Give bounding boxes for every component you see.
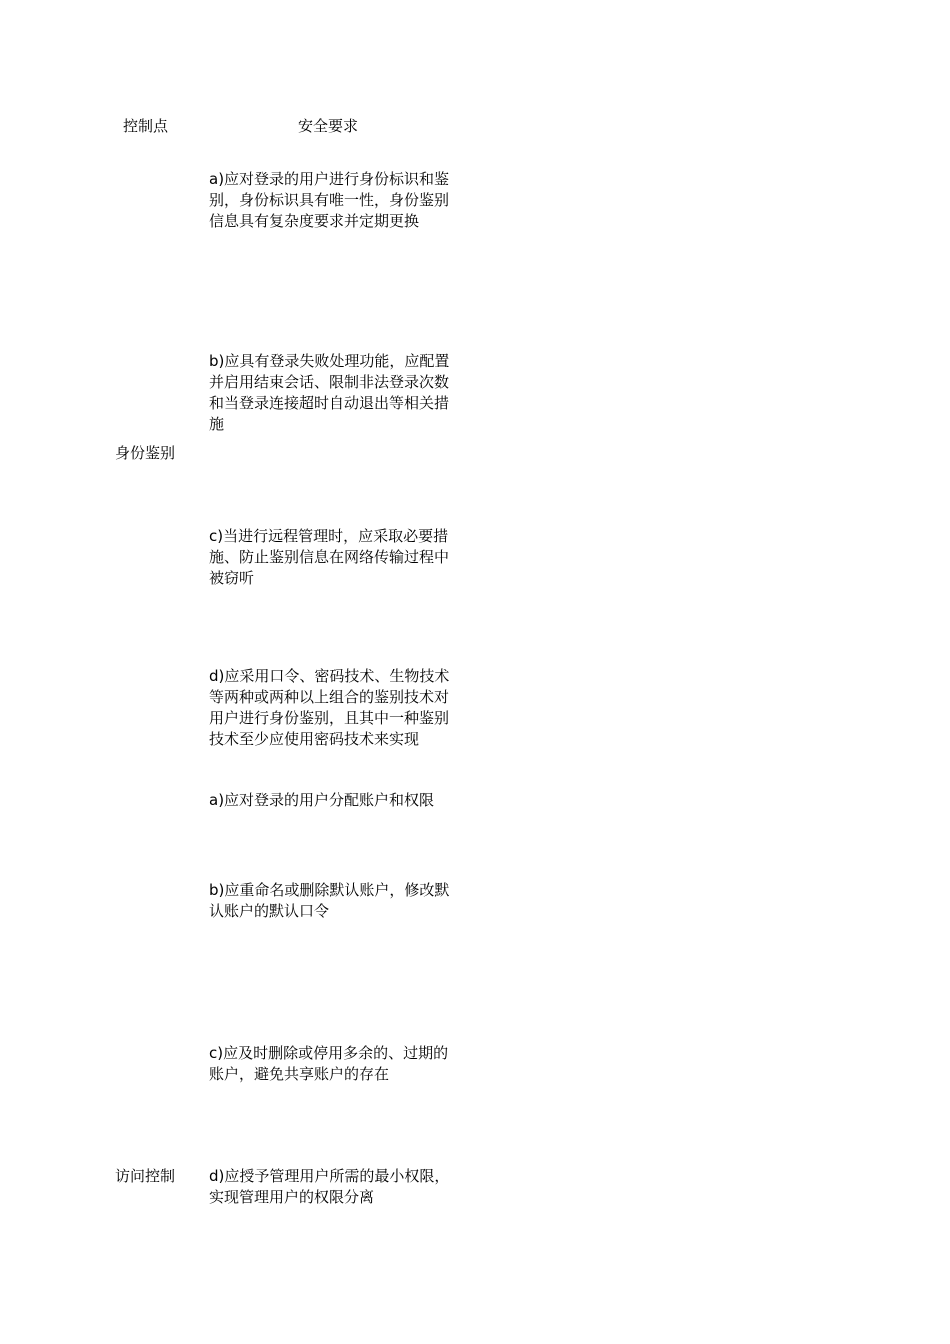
requirement-access-d: d)应授予管理用户所需的最小权限，实现管理用户的权限分离 (209, 1167, 450, 1206)
requirement-access-c: c)应及时删除或停用多余的、过期的账户，避免共享账户的存在 (209, 1044, 449, 1083)
requirement-identity-c: c)当进行远程管理时，应采取必要措施、防止鉴别信息在网络传输过程中被窃听 (209, 527, 450, 587)
requirement-identity-b: b)应具有登录失败处理功能，应配置并启用结束会话、限制非法登录次数和当登录连接超时自动退出等相关措施 (209, 352, 450, 433)
requirement-access-a: a)应对登录的用户分配账户和权限 (209, 791, 435, 809)
requirement-access-b: b)应重命名或删除默认账户，修改默认账户的默认口令 (209, 881, 450, 920)
requirement-identity-a: a)应对登录的用户进行身份标识和鉴别，身份标识具有唯一性，身份鉴别信息具有复杂度要求并定期更换 (209, 170, 450, 230)
header-security-requirement: 安全要求 (298, 117, 359, 135)
header-control-point: 控制点 (123, 117, 169, 135)
control-point-identity-authentication: 身份鉴别 (115, 444, 176, 462)
control-point-access-control: 访问控制 (115, 1167, 176, 1185)
requirement-identity-d: d)应采用口令、密码技术、生物技术等两种或两种以上组合的鉴别技术对用户进行身份鉴别，且其中一种鉴别技术至少应使用密码技术来实现 (209, 667, 450, 748)
